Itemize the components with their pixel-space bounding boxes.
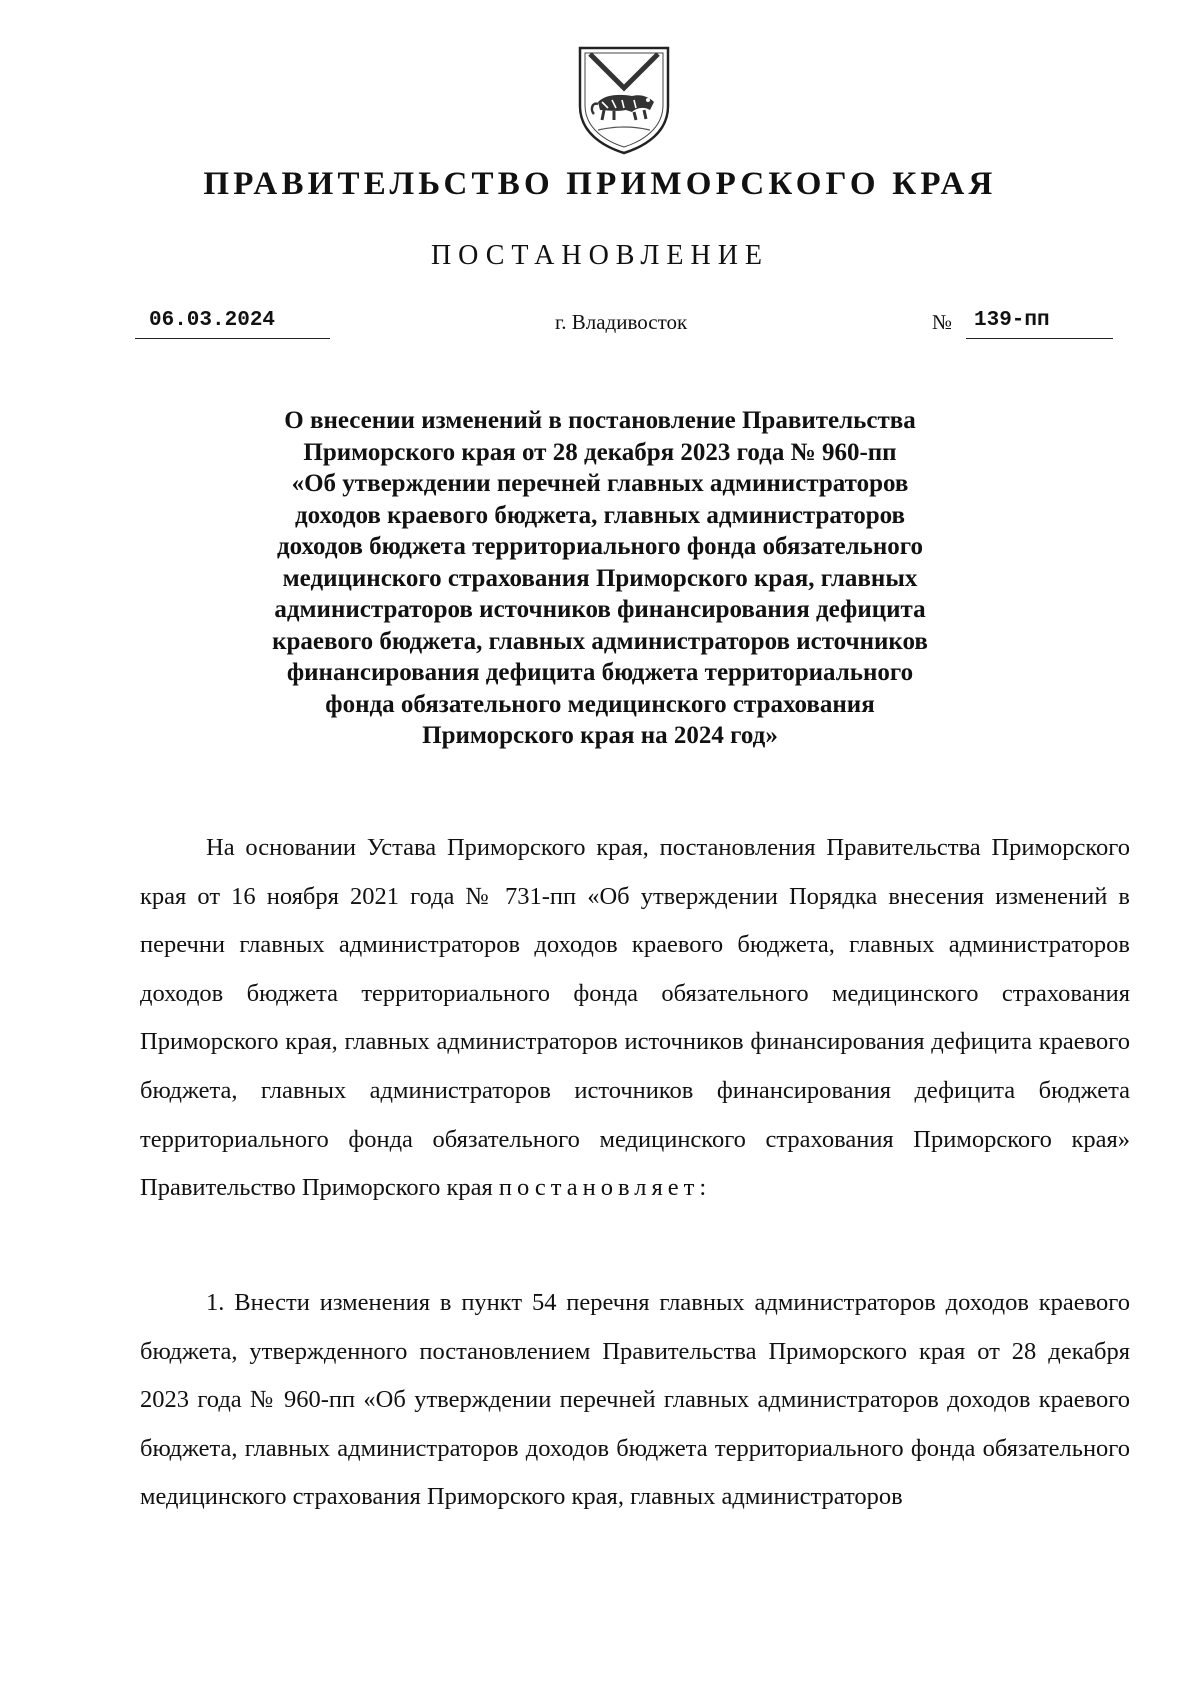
title-line: фонда обязательного медицинского страхования — [325, 690, 875, 718]
title-line: Приморского края от 28 декабря 2023 года № 960-пп — [303, 438, 897, 466]
document-title — [160, 405, 1040, 752]
number-sign: № — [932, 310, 953, 334]
title-line: финансирования дефицита бюджета территориального — [286, 659, 914, 686]
document-number: 139-пп — [966, 309, 1113, 339]
document-kind: ПОСТАНОВЛЕНИЕ — [430, 240, 770, 271]
preamble-paragraph — [140, 824, 1130, 1213]
title-line: администраторов источников финансирования дефицита — [274, 596, 926, 623]
title-line: «Об утверждении перечней главных администраторов — [291, 470, 909, 497]
document-date: 06.03.2024 — [135, 309, 330, 339]
government-name: ПРАВИТЕЛЬСТВО ПРИМОРСКОГО КРАЯ — [203, 166, 997, 202]
title-line: медицинского страхования Приморского края, главных — [282, 564, 918, 592]
preamble-text: На основании Устава Приморского края, постановления Правительства Приморского края от 16 ноября 2021 года № 731-пп «Об утверждении Порядка внесения изменений в перечни главных администраторов доходов краевого бюджета, главных администраторов доходов бюджета территориального фонда обязательного медицинского страхования Приморского края, главных администраторов источников финансирования дефицита краевого бюджета, главных администраторов источников финансирования дефицита бюджета территориального фонда обязательного медицинского страхования Приморского края» Правительство Приморского края — [140, 834, 1130, 1202]
title-line: доходов краевого бюджета, главных администраторов — [295, 501, 905, 529]
decree-word: постановляет: — [498, 1174, 712, 1202]
document-city: г. Владивосток — [555, 310, 688, 334]
title-line: доходов бюджета территориального фонда обязательного — [276, 533, 924, 560]
item-1-paragraph: 1. Внести изменения в пункт 54 перечня главных администраторов доходов краевого бюджета, утвержденного постановлением Правительства Приморского края от 28 декабря 2023 года № 960-пп «Об утверждении перечней главных администраторов доходов краевого бюджета, главных администраторов доходов бюджета территориального фонда обязательного медицинского страхования Приморского края, главных администраторов — [140, 1289, 1130, 1511]
coat-of-arms-icon — [576, 44, 672, 156]
title-line: краевого бюджета, главных администраторов источников — [272, 627, 928, 655]
title-line: Приморского края на 2024 год» — [422, 722, 778, 749]
title-line: О внесении изменений в постановление Правительства — [284, 407, 916, 434]
